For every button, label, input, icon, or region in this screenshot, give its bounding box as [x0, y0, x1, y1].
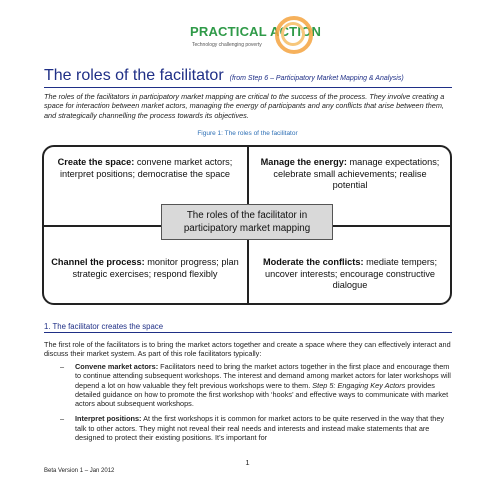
bullet-text: Facilitators need to bring the market actors together in the first place and encourage them to continue attending subsequent workshops. The interest and demand among market actors for later workshops will depend a lot on how valuable they felt previous workshops were to them. [75, 362, 451, 390]
cell-heading: Channel the process: [51, 257, 145, 267]
cell-heading: Moderate the conflicts: [262, 257, 364, 267]
logo-tagline: Technology challenging poverty [192, 42, 262, 48]
logo-name: PRACTICAL ACTION [190, 24, 322, 39]
diagram-center-box: The roles of the facilitator in participatory market mapping [161, 204, 333, 240]
cell-text: manage expectations; celebrate small achievements; realise potential [273, 157, 440, 190]
figure-caption: Figure 1: The roles of the facilitator [197, 130, 298, 137]
list-item [60, 362, 452, 408]
page-title [44, 67, 404, 85]
bullet-reference: Step 5: Engaging Key Actors [312, 380, 406, 390]
page-number: 1 [245, 458, 250, 467]
title-divider [44, 87, 452, 88]
bullet-text-continued: provides detailed guidance on how to promote the first workshop with ‘hooks’ and effective ways to communicate with market actors about subsequent workshops. [75, 380, 449, 409]
diagram-cell-manage-energy [255, 157, 445, 192]
role-bullet-list [60, 362, 452, 448]
logo-swirl-inner-icon [281, 22, 305, 46]
dash-bullet-icon: – [60, 414, 65, 424]
cell-text: monitor progress; plan strategic exercises; respond flexibly [72, 257, 239, 279]
title-main: The roles of the facilitator [44, 67, 224, 84]
footer-version: Beta Version 1 – Jan 2012 [44, 468, 115, 474]
section-paragraph: The first role of the facilitators is to bring the market actors together and create a space where they can effectively interact and discuss their market system. As part of this role facilitators typically: [44, 340, 451, 359]
title-subtitle: (from Step 6 – Participatory Market Mapping & Analysis) [229, 75, 404, 82]
cell-text: convene market actors; interpret positions; democratise the space [59, 157, 233, 179]
section-divider [44, 332, 452, 333]
cell-heading: Create the space: [57, 157, 135, 167]
diagram-cell-create-space [50, 157, 240, 180]
bullet-heading: Convene market actors: [75, 362, 159, 371]
practical-action-logo [190, 20, 322, 60]
dash-bullet-icon: – [60, 362, 65, 371]
diagram-cell-moderate-conflicts [255, 257, 445, 292]
section-heading: 1. The facilitator creates the space [44, 322, 164, 331]
intro-paragraph: The roles of the facilitators in participatory market mapping are critical to the success of the process. They involve creating a space for interaction between market actors, managing the energy of participants and any conflicts that arise between them, and strategically channelling the process towards its objectives. [44, 92, 445, 120]
bullet-text: At the first workshops it is common for market actors to be quite reserved in the way that they talk to other actors. They might not reveal their real needs and interests and instead make statements that are designed to protect their existing positions. It’s important for [75, 414, 445, 443]
cell-heading: Manage the energy: [260, 157, 347, 167]
cell-text: mediate tempers; uncover interests; encourage constructive dialogue [264, 257, 438, 290]
list-item [60, 414, 452, 442]
bullet-heading: Interpret positions: [75, 414, 142, 424]
diagram-cell-channel-process [50, 257, 240, 280]
